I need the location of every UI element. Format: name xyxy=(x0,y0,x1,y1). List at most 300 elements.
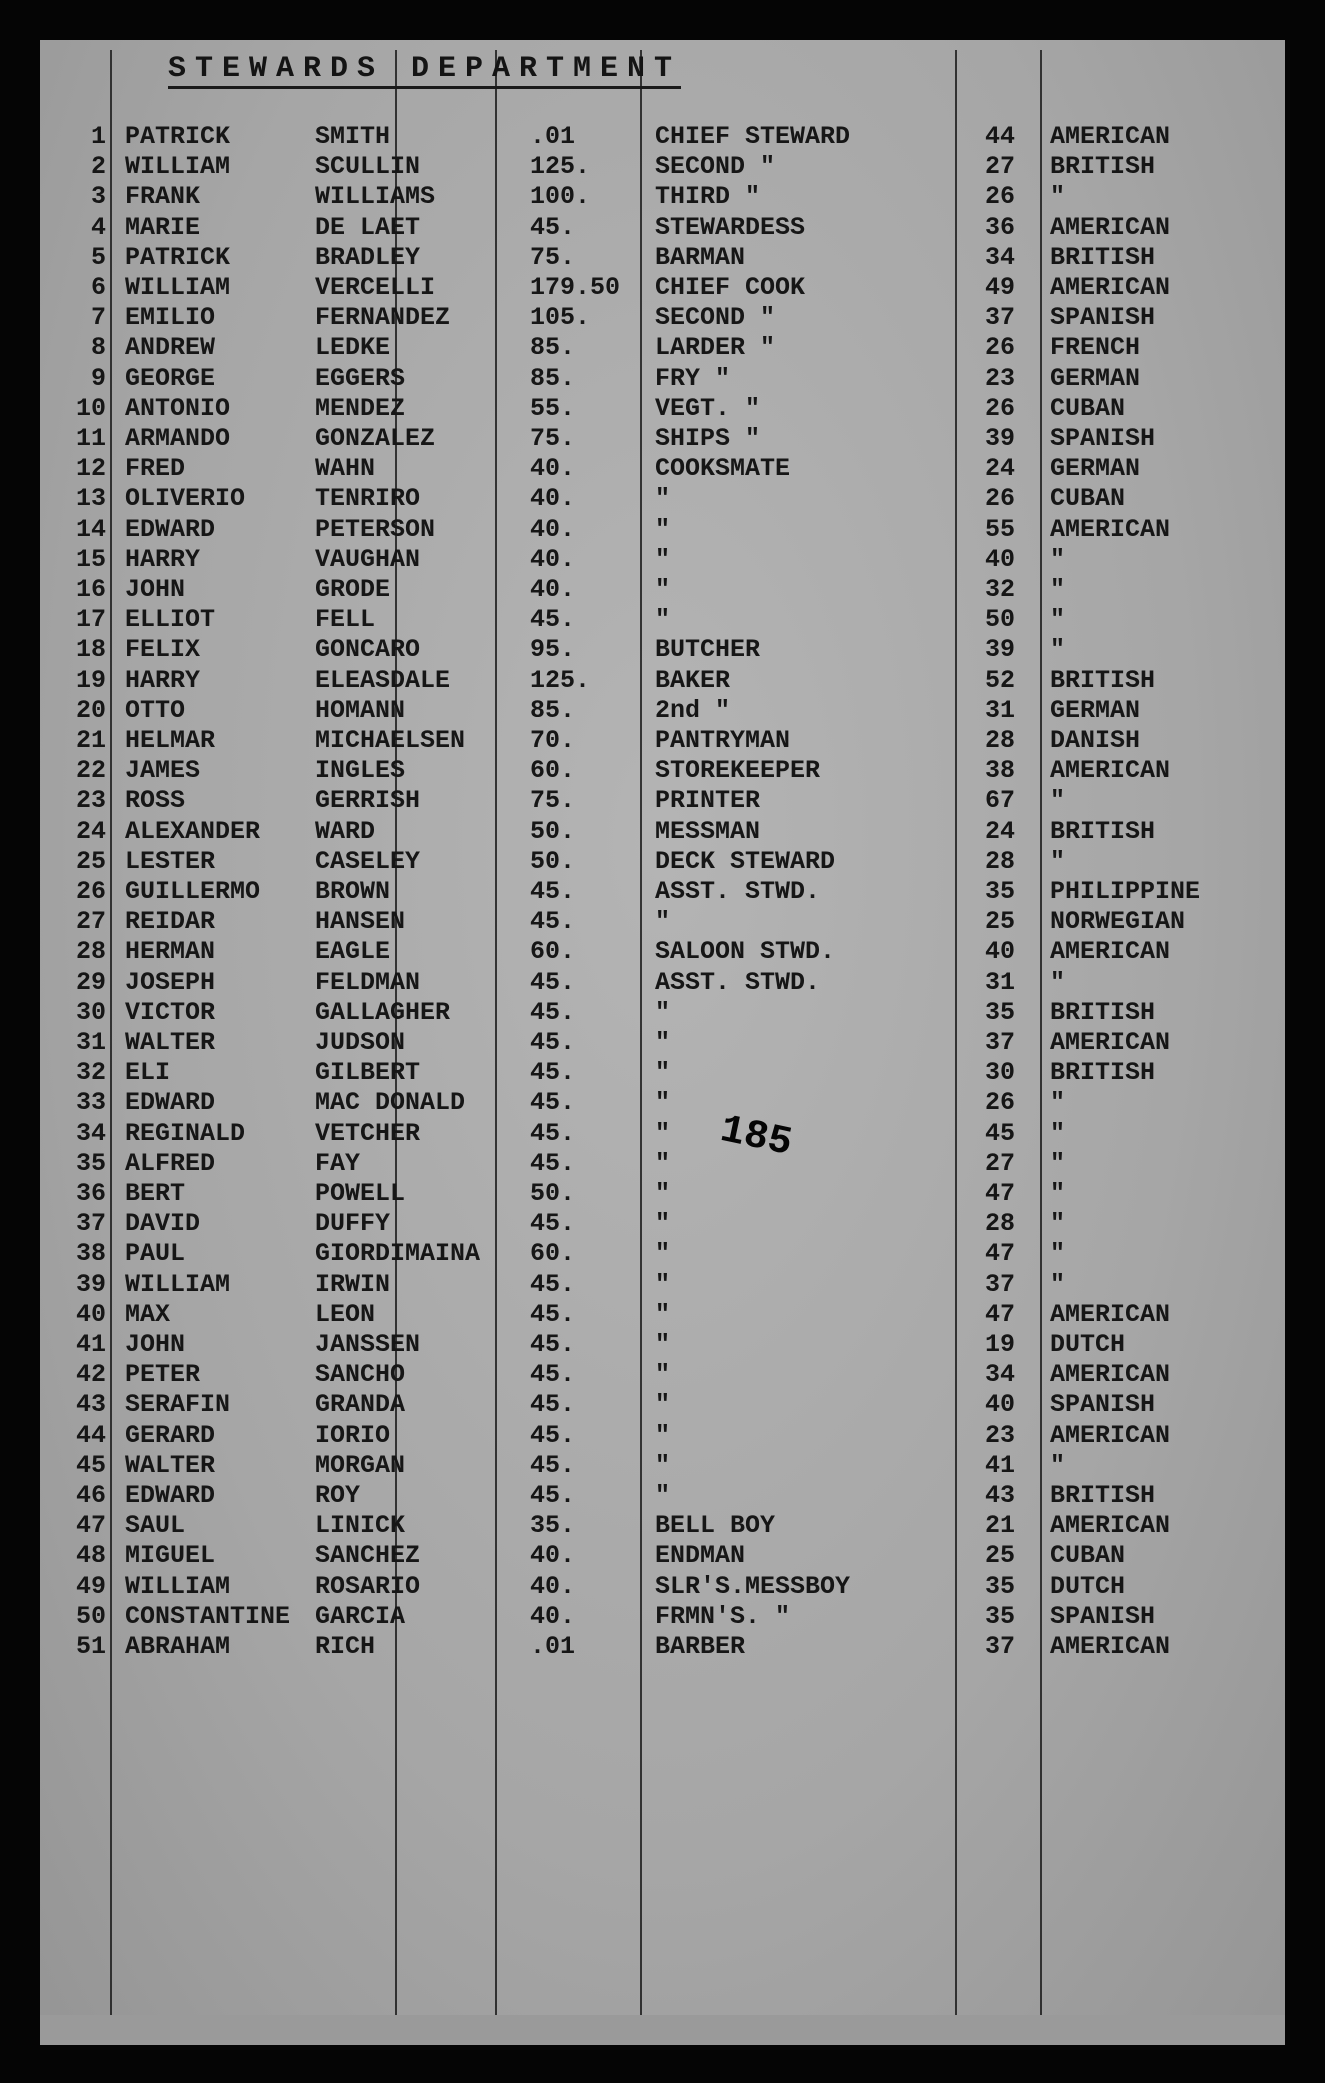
crew-row xyxy=(40,877,1285,907)
position: SLR'S.MESSBOY xyxy=(655,1571,851,1601)
last-name: GILBERT xyxy=(315,1058,421,1088)
wage: 45. xyxy=(530,1420,576,1450)
position: FRMN'S. " xyxy=(655,1601,791,1631)
position: " xyxy=(655,1390,671,1420)
crew-row xyxy=(40,545,1285,575)
age: 41 xyxy=(984,1450,1015,1480)
row-number: 35 xyxy=(75,1148,106,1178)
crew-row xyxy=(40,937,1285,967)
last-name: IRWIN xyxy=(315,1269,391,1299)
row-number: 11 xyxy=(75,424,106,453)
row-number: 45 xyxy=(75,1450,106,1480)
wage: 45. xyxy=(530,212,576,242)
position: BARMAN xyxy=(655,242,746,272)
wage: 45. xyxy=(530,1148,576,1178)
row-number: 46 xyxy=(75,1481,106,1510)
position: CHIEF STEWARD xyxy=(655,122,851,151)
first-name: HELMAR xyxy=(125,726,216,755)
position: SECOND " xyxy=(655,152,776,182)
nationality: AMERICAN xyxy=(1050,756,1171,786)
wage: 50. xyxy=(530,816,576,846)
first-name: JOSEPH xyxy=(125,967,216,997)
row-number: 47 xyxy=(75,1511,106,1541)
first-name: FRANK xyxy=(125,182,201,212)
last-name: EGGERS xyxy=(315,363,406,393)
nationality: BRITISH xyxy=(1050,665,1156,695)
row-number: 36 xyxy=(75,1179,106,1208)
last-name: SMITH xyxy=(315,122,391,151)
row-number: 30 xyxy=(75,997,106,1027)
row-number: 7 xyxy=(90,303,106,333)
nationality: DANISH xyxy=(1050,726,1141,755)
position: VEGT. " xyxy=(655,393,761,423)
wage: 40. xyxy=(530,1601,576,1631)
crew-row xyxy=(40,1602,1285,1632)
age: 45 xyxy=(984,1118,1015,1148)
position: SHIPS " xyxy=(655,424,761,453)
crew-row xyxy=(40,394,1285,424)
nationality: " xyxy=(1050,1088,1066,1118)
last-name: FERNANDEZ xyxy=(315,303,451,333)
age: 34 xyxy=(984,1360,1015,1390)
first-name: GERARD xyxy=(125,1420,216,1450)
crew-row xyxy=(40,666,1285,696)
crew-row xyxy=(40,786,1285,816)
last-name: GALLAGHER xyxy=(315,997,451,1027)
wage: 40. xyxy=(530,514,576,544)
wage: 60. xyxy=(530,1239,576,1269)
position: " xyxy=(655,1360,671,1390)
crew-row xyxy=(40,696,1285,726)
row-number: 24 xyxy=(75,816,106,846)
position: BUTCHER xyxy=(655,635,761,665)
first-name: OTTO xyxy=(125,695,186,725)
wage: 40. xyxy=(530,1571,576,1601)
age: 35 xyxy=(984,1601,1015,1631)
last-name: LEON xyxy=(315,1299,376,1329)
first-name: PATRICK xyxy=(125,242,231,272)
first-name: PAUL xyxy=(125,1239,186,1269)
crew-row xyxy=(40,364,1285,394)
crew-row xyxy=(40,1239,1285,1269)
age: 38 xyxy=(984,756,1015,786)
age: 37 xyxy=(984,1632,1015,1661)
nationality: " xyxy=(1050,1239,1066,1269)
first-name: WILLIAM xyxy=(125,1571,231,1601)
nationality: SPANISH xyxy=(1050,1390,1156,1420)
nationality: " xyxy=(1050,575,1066,604)
age: 23 xyxy=(984,363,1015,393)
crew-row xyxy=(40,1541,1285,1571)
position: DECK STEWARD xyxy=(655,846,836,876)
last-name: SANCHEZ xyxy=(315,1541,421,1571)
wage: 85. xyxy=(530,333,576,363)
age: 25 xyxy=(984,907,1015,937)
wage: 40. xyxy=(530,454,576,484)
crew-row xyxy=(40,1481,1285,1511)
first-name: MAX xyxy=(125,1299,171,1329)
row-number: 8 xyxy=(90,333,106,363)
age: 35 xyxy=(984,877,1015,906)
nationality: GERMAN xyxy=(1050,363,1141,393)
age: 52 xyxy=(984,665,1015,695)
position: STEWARDESS xyxy=(655,212,806,242)
position: " xyxy=(655,544,671,574)
last-name: FAY xyxy=(315,1148,361,1178)
nationality: NORWEGIAN xyxy=(1050,907,1186,937)
first-name: DAVID xyxy=(125,1209,201,1239)
crew-row xyxy=(40,1058,1285,1088)
first-name: ELI xyxy=(125,1058,171,1088)
wage: 45. xyxy=(530,877,576,906)
wage: 35. xyxy=(530,1511,576,1541)
first-name: ARMANDO xyxy=(125,424,231,453)
age: 26 xyxy=(984,1088,1015,1118)
age: 40 xyxy=(984,1390,1015,1420)
row-number: 23 xyxy=(75,786,106,816)
nationality: " xyxy=(1050,1118,1066,1148)
wage: 40. xyxy=(530,1541,576,1571)
wage: 125. xyxy=(530,665,591,695)
first-name: MARIE xyxy=(125,212,201,242)
crew-row xyxy=(40,847,1285,877)
nationality: BRITISH xyxy=(1050,1058,1156,1088)
position: BARBER xyxy=(655,1632,746,1661)
crew-row xyxy=(40,515,1285,545)
first-name: ANTONIO xyxy=(125,393,231,423)
row-number: 12 xyxy=(75,454,106,484)
row-number: 4 xyxy=(90,212,106,242)
nationality: " xyxy=(1050,1148,1066,1178)
wage: .01 xyxy=(530,1632,576,1661)
last-name: VAUGHAN xyxy=(315,544,421,574)
crew-row xyxy=(40,303,1285,333)
crew-row xyxy=(40,484,1285,514)
last-name: MORGAN xyxy=(315,1450,406,1480)
last-name: WILLIAMS xyxy=(315,182,436,212)
nationality: GERMAN xyxy=(1050,695,1141,725)
age: 47 xyxy=(984,1179,1015,1208)
age: 26 xyxy=(984,393,1015,423)
last-name: HANSEN xyxy=(315,907,406,937)
nationality: " xyxy=(1050,635,1066,665)
crew-row xyxy=(40,1511,1285,1541)
row-number: 18 xyxy=(75,635,106,665)
crew-row xyxy=(40,273,1285,303)
last-name: RICH xyxy=(315,1632,376,1661)
nationality: AMERICAN xyxy=(1050,1028,1171,1057)
nationality: BRITISH xyxy=(1050,1481,1156,1510)
position: ENDMAN xyxy=(655,1541,746,1571)
row-number: 48 xyxy=(75,1541,106,1571)
age: 26 xyxy=(984,484,1015,514)
crew-row xyxy=(40,1572,1285,1602)
page-foot xyxy=(40,2015,1285,2045)
first-name: MIGUEL xyxy=(125,1541,216,1571)
wage: 40. xyxy=(530,544,576,574)
crew-row xyxy=(40,756,1285,786)
age: 55 xyxy=(984,514,1015,544)
position: " xyxy=(655,575,671,604)
first-name: VICTOR xyxy=(125,997,216,1027)
position: ASST. STWD. xyxy=(655,877,821,906)
position: " xyxy=(655,1420,671,1450)
last-name: MENDEZ xyxy=(315,393,406,423)
nationality: AMERICAN xyxy=(1050,1299,1171,1329)
first-name: OLIVERIO xyxy=(125,484,246,514)
age: 26 xyxy=(984,182,1015,212)
last-name: DUFFY xyxy=(315,1209,391,1239)
nationality: CUBAN xyxy=(1050,484,1126,514)
position: " xyxy=(655,1450,671,1480)
wage: 45. xyxy=(530,1269,576,1299)
crew-row xyxy=(40,1390,1285,1420)
row-number: 38 xyxy=(75,1239,106,1269)
position: THIRD " xyxy=(655,182,761,212)
position: " xyxy=(655,907,671,937)
age: 28 xyxy=(984,726,1015,755)
nationality: AMERICAN xyxy=(1050,1632,1171,1661)
first-name: WALTER xyxy=(125,1450,216,1480)
nationality: AMERICAN xyxy=(1050,212,1171,242)
wage: 45. xyxy=(530,1481,576,1510)
wage: 85. xyxy=(530,695,576,725)
row-number: 25 xyxy=(75,846,106,876)
document-page xyxy=(40,40,1285,2045)
first-name: GEORGE xyxy=(125,363,216,393)
nationality: AMERICAN xyxy=(1050,1511,1171,1541)
position: " xyxy=(655,484,671,514)
wage: 100. xyxy=(530,182,591,212)
wage: 105. xyxy=(530,303,591,333)
age: 28 xyxy=(984,846,1015,876)
age: 47 xyxy=(984,1239,1015,1269)
wage: 179.50 xyxy=(530,273,621,302)
age: 40 xyxy=(984,937,1015,967)
crew-row xyxy=(40,243,1285,273)
wage: 45. xyxy=(530,907,576,937)
wage: 75. xyxy=(530,424,576,453)
age: 25 xyxy=(984,1541,1015,1571)
last-name: BROWN xyxy=(315,877,391,906)
wage: 45. xyxy=(530,1299,576,1329)
row-number: 29 xyxy=(75,967,106,997)
age: 49 xyxy=(984,273,1015,302)
first-name: EMILIO xyxy=(125,303,216,333)
position: SECOND " xyxy=(655,303,776,333)
row-number: 10 xyxy=(75,393,106,423)
position: " xyxy=(655,1148,671,1178)
nationality: " xyxy=(1050,967,1066,997)
wage: 55. xyxy=(530,393,576,423)
age: 23 xyxy=(984,1420,1015,1450)
wage: 45. xyxy=(530,967,576,997)
position: " xyxy=(655,514,671,544)
wage: 40. xyxy=(530,575,576,604)
wage: 45. xyxy=(530,1360,576,1390)
age: 19 xyxy=(984,1330,1015,1359)
age: 47 xyxy=(984,1299,1015,1329)
age: 36 xyxy=(984,212,1015,242)
last-name: MAC DONALD xyxy=(315,1088,466,1118)
row-number: 27 xyxy=(75,907,106,937)
last-name: DE LAET xyxy=(315,212,421,242)
position: SALOON STWD. xyxy=(655,937,836,967)
first-name: FRED xyxy=(125,454,186,484)
row-number: 43 xyxy=(75,1390,106,1420)
age: 37 xyxy=(984,1028,1015,1057)
wage: 85. xyxy=(530,363,576,393)
age: 27 xyxy=(984,1148,1015,1178)
last-name: GARCIA xyxy=(315,1601,406,1631)
row-number: 3 xyxy=(90,182,106,212)
wage: 60. xyxy=(530,937,576,967)
row-number: 37 xyxy=(75,1209,106,1239)
position: " xyxy=(655,1179,671,1208)
position: " xyxy=(655,1209,671,1239)
age: 30 xyxy=(984,1058,1015,1088)
row-number: 32 xyxy=(75,1058,106,1088)
first-name: SERAFIN xyxy=(125,1390,231,1420)
wage: 45. xyxy=(530,605,576,635)
wage: 45. xyxy=(530,1088,576,1118)
nationality: DUTCH xyxy=(1050,1571,1126,1601)
last-name: BRADLEY xyxy=(315,242,421,272)
first-name: EDWARD xyxy=(125,1481,216,1510)
crew-row xyxy=(40,817,1285,847)
first-name: REIDAR xyxy=(125,907,216,937)
nationality: " xyxy=(1050,1450,1066,1480)
first-name: ALFRED xyxy=(125,1148,216,1178)
last-name: FELDMAN xyxy=(315,967,421,997)
row-number: 19 xyxy=(75,665,106,695)
first-name: HARRY xyxy=(125,544,201,574)
first-name: SAUL xyxy=(125,1511,186,1541)
last-name: CASELEY xyxy=(315,846,421,876)
crew-row xyxy=(40,1028,1285,1058)
crew-row xyxy=(40,1330,1285,1360)
last-name: ROSARIO xyxy=(315,1571,421,1601)
wage: 45. xyxy=(530,1390,576,1420)
last-name: VERCELLI xyxy=(315,273,436,302)
crew-row xyxy=(40,1270,1285,1300)
wage: 45. xyxy=(530,1450,576,1480)
wage: 70. xyxy=(530,726,576,755)
last-name: SCULLIN xyxy=(315,152,421,182)
last-name: WARD xyxy=(315,816,376,846)
position: LARDER " xyxy=(655,333,776,363)
crew-row xyxy=(40,1360,1285,1390)
position: " xyxy=(655,1330,671,1359)
age: 44 xyxy=(984,122,1015,151)
age: 21 xyxy=(984,1511,1015,1541)
crew-row xyxy=(40,454,1285,484)
crew-row xyxy=(40,968,1285,998)
nationality: CUBAN xyxy=(1050,393,1126,423)
nationality: AMERICAN xyxy=(1050,937,1171,967)
row-number: 42 xyxy=(75,1360,106,1390)
last-name: ELEASDALE xyxy=(315,665,451,695)
crew-row xyxy=(40,1179,1285,1209)
position: FRY " xyxy=(655,363,731,393)
first-name: JOHN xyxy=(125,575,186,604)
row-number: 14 xyxy=(75,514,106,544)
row-number: 49 xyxy=(75,1571,106,1601)
position: PANTRYMAN xyxy=(655,726,791,755)
crew-row xyxy=(40,1119,1285,1149)
nationality: AMERICAN xyxy=(1050,122,1171,151)
crew-row xyxy=(40,152,1285,182)
position: " xyxy=(655,1269,671,1299)
first-name: EDWARD xyxy=(125,514,216,544)
last-name: ROY xyxy=(315,1481,361,1510)
age: 43 xyxy=(984,1481,1015,1510)
wage: 40. xyxy=(530,484,576,514)
first-name: JAMES xyxy=(125,756,201,786)
row-number: 44 xyxy=(75,1420,106,1450)
nationality: " xyxy=(1050,846,1066,876)
position: " xyxy=(655,1088,671,1118)
last-name: FELL xyxy=(315,605,376,635)
first-name: WALTER xyxy=(125,1028,216,1057)
row-number: 13 xyxy=(75,484,106,514)
age: 50 xyxy=(984,605,1015,635)
row-number: 1 xyxy=(90,122,106,151)
crew-row xyxy=(40,605,1285,635)
crew-row xyxy=(40,1209,1285,1239)
first-name: FELIX xyxy=(125,635,201,665)
crew-row xyxy=(40,575,1285,605)
first-name: ALEXANDER xyxy=(125,816,261,846)
nationality: GERMAN xyxy=(1050,454,1141,484)
last-name: SANCHO xyxy=(315,1360,406,1390)
page-title: STEWARDS DEPARTMENT xyxy=(168,52,681,89)
row-number: 31 xyxy=(75,1028,106,1057)
row-number: 21 xyxy=(75,726,106,755)
crew-row xyxy=(40,182,1285,212)
row-number: 17 xyxy=(75,605,106,635)
age: 39 xyxy=(984,635,1015,665)
first-name: LESTER xyxy=(125,846,216,876)
last-name: JANSSEN xyxy=(315,1330,421,1359)
age: 37 xyxy=(984,303,1015,333)
nationality: BRITISH xyxy=(1050,152,1156,182)
first-name: ANDREW xyxy=(125,333,216,363)
nationality: AMERICAN xyxy=(1050,1360,1171,1390)
age: 31 xyxy=(984,695,1015,725)
nationality: " xyxy=(1050,1269,1066,1299)
wage: 45. xyxy=(530,1058,576,1088)
position: " xyxy=(655,997,671,1027)
crew-row xyxy=(40,1632,1285,1662)
nationality: BRITISH xyxy=(1050,816,1156,846)
crew-row xyxy=(40,635,1285,665)
age: 34 xyxy=(984,242,1015,272)
row-number: 41 xyxy=(75,1330,106,1359)
last-name: EAGLE xyxy=(315,937,391,967)
age: 27 xyxy=(984,152,1015,182)
position: BELL BOY xyxy=(655,1511,776,1541)
row-number: 22 xyxy=(75,756,106,786)
nationality: " xyxy=(1050,1209,1066,1239)
last-name: JUDSON xyxy=(315,1028,406,1057)
age: 24 xyxy=(984,816,1015,846)
wage: 45. xyxy=(530,1209,576,1239)
row-number: 26 xyxy=(75,877,106,906)
crew-row xyxy=(40,424,1285,454)
position: STOREKEEPER xyxy=(655,756,821,786)
row-number: 40 xyxy=(75,1299,106,1329)
